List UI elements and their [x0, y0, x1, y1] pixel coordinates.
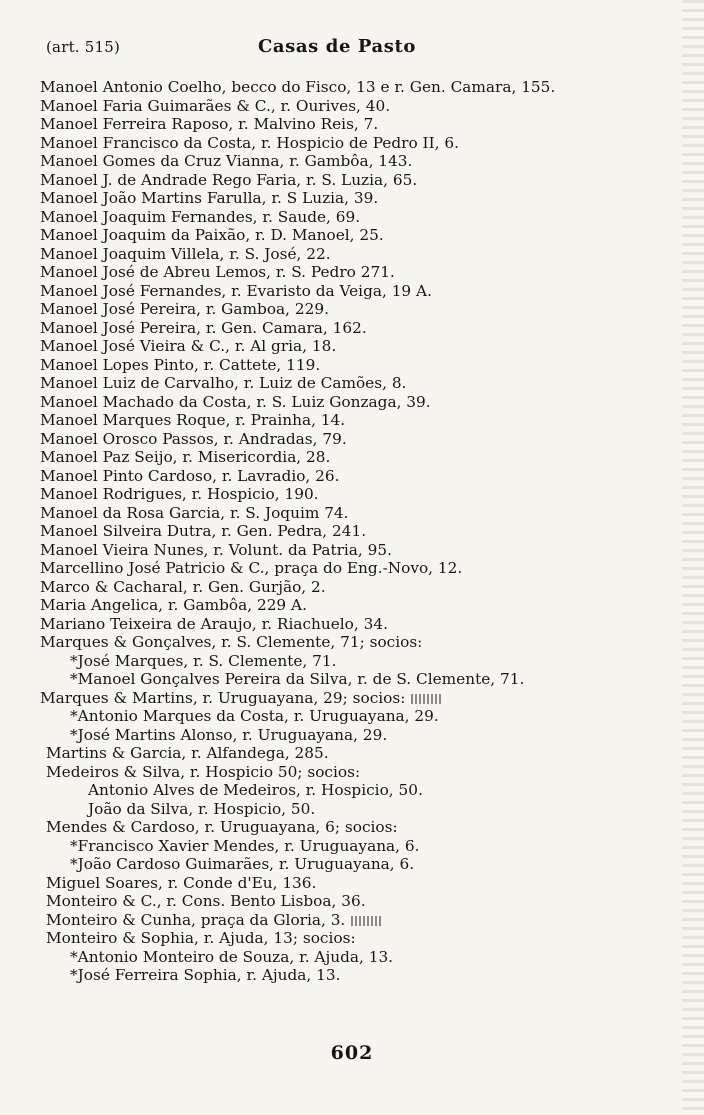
directory-entry: [40, 467, 640, 486]
entry-text: Manoel Joaquim Fernandes, r. Saude, 69.: [40, 207, 361, 226]
entry-text: Manoel Orosco Passos, r. Andradas, 79.: [40, 429, 347, 448]
directory-entry: [40, 874, 640, 893]
entry-text: Manoel Gomes da Cruz Vianna, r. Gambôa, 143.: [40, 152, 413, 170]
directory-entry: [40, 633, 640, 652]
directory-entry: [40, 652, 640, 671]
directory-entry: [40, 300, 640, 319]
directory-entry: [40, 115, 640, 134]
directory-entry: [40, 615, 640, 634]
entry-text: Manoel Joaquim Villela, r. S. José, 22.: [40, 244, 331, 263]
page-number: 602: [330, 1042, 374, 1064]
entry-text: Manoel da Rosa Garcia, r. S. Joquim 74.: [40, 503, 349, 522]
directory-entry: [40, 689, 640, 708]
page-edge: [682, 0, 704, 1115]
directory-entry: [40, 171, 640, 190]
entry-text: Manoel João Martins Farulla, r. S Luzia, 39.: [40, 189, 379, 207]
directory-entry: [40, 966, 640, 985]
ink-blot: [411, 694, 441, 704]
directory-entry: [40, 393, 640, 412]
directory-entry: [40, 189, 640, 208]
directory-entry: [40, 929, 640, 948]
directory-entry: [40, 356, 640, 375]
entry-text: Antonio Alves de Medeiros, r. Hospicio, 50.: [88, 781, 423, 799]
directory-entry: [40, 374, 640, 393]
entry-text: João da Silva, r. Hospicio, 50.: [88, 799, 316, 818]
entry-text: Manoel Silveira Dutra, r. Gen. Pedra, 241.: [40, 522, 367, 540]
entry-text: Mariano Teixeira de Araujo, r. Riachuelo, 34.: [40, 614, 388, 633]
directory-entry: [40, 559, 640, 578]
directory-entry: [40, 485, 640, 504]
entry-text: *José Martins Alonso, r. Uruguayana, 29.: [70, 725, 388, 744]
entry-text: Manoel José Pereira, r. Gen. Camara, 162.: [40, 318, 367, 337]
directory-entry: [40, 707, 640, 726]
entry-text: Manoel Luiz de Carvalho, r. Luiz de Camões, 8.: [40, 374, 407, 392]
entry-text: *José Ferreira Sophia, r. Ajuda, 13.: [70, 966, 341, 984]
directory-entry: [40, 818, 640, 837]
directory-entry: [40, 430, 640, 449]
entry-text: Monteiro & Sophia, r. Ajuda, 13; socios:: [46, 929, 356, 947]
entry-text: *Antonio Marques da Costa, r. Uruguayana, 29.: [70, 707, 439, 725]
directory-entry: [40, 763, 640, 782]
entry-text: *Francisco Xavier Mendes, r. Uruguayana, 6.: [70, 836, 420, 855]
directory-entry: [40, 134, 640, 153]
directory-entry: [40, 504, 640, 523]
entry-text: Manoel Faria Guimarães & C., r. Ourives, 40.: [40, 96, 391, 115]
directory-entry: [40, 78, 640, 97]
entry-text: Martins & Garcia, r. Alfandega, 285.: [46, 744, 329, 762]
directory-entry: [40, 522, 640, 541]
directory-entry: [40, 781, 640, 800]
entry-text: *João Cardoso Guimarães, r. Uruguayana, 6.: [70, 855, 415, 873]
directory-entry: [40, 541, 640, 560]
section-title: Casas de Pasto: [257, 36, 417, 57]
entry-text: Monteiro & C., r. Cons. Bento Lisboa, 36.: [46, 892, 366, 910]
directory-entry: [40, 837, 640, 856]
directory-entry: [40, 744, 640, 763]
entry-text: Manoel José de Abreu Lemos, r. S. Pedro 271.: [40, 263, 395, 281]
directory-entry: [40, 578, 640, 597]
entry-text: Miguel Soares, r. Conde d'Eu, 136.: [46, 873, 317, 892]
entry-text: Marques & Gonçalves, r. S. Clemente, 71; socios:: [40, 633, 423, 651]
directory-entry: [40, 152, 640, 171]
directory-entry: [40, 337, 640, 356]
directory-entry: [40, 282, 640, 301]
entry-text: Manoel Ferreira Raposo, r. Malvino Reis, 7.: [40, 115, 379, 133]
entry-text: Marco & Cacharal, r. Gen. Gurjão, 2.: [40, 577, 326, 596]
directory-entry: [40, 263, 640, 282]
entry-text: Monteiro & Cunha, praça da Gloria, 3.: [46, 910, 346, 929]
entry-text: Manoel Antonio Coelho, becco do Fisco, 13 e r. Gen. Camara, 155.: [40, 78, 556, 96]
directory-entry: [40, 726, 640, 745]
directory-entry: [40, 226, 640, 245]
ink-blot: [351, 916, 381, 926]
entry-text: *José Marques, r. S. Clemente, 71.: [70, 651, 337, 670]
entry-text: Manoel José Vieira & C., r. Al gria, 18.: [40, 337, 337, 355]
directory-entry: [40, 800, 640, 819]
entry-text: Manoel Pinto Cardoso, r. Lavradio, 26.: [40, 466, 340, 485]
entry-text: Manoel Francisco da Costa, r. Hospicio de Pedro II, 6.: [40, 133, 459, 152]
entry-text: Manoel Machado da Costa, r. S. Luiz Gonzaga, 39.: [40, 392, 431, 411]
directory-entry: [40, 855, 640, 874]
entry-text: Marcellino José Patricio & C., praça do Eng.-Novo, 12.: [40, 559, 463, 577]
entry-text: Maria Angelica, r. Gambôa, 229 A.: [40, 596, 307, 614]
entry-text: Medeiros & Silva, r. Hospicio 50; socios:: [46, 762, 361, 781]
directory-entry: [40, 948, 640, 967]
directory-entry: [40, 892, 640, 911]
directory-entry: [40, 319, 640, 338]
entry-text: Manoel Lopes Pinto, r. Cattete, 119.: [40, 355, 321, 374]
entry-text: Manoel José Fernandes, r. Evaristo da Veiga, 19 A.: [40, 281, 432, 300]
entry-text: Manoel Paz Seijo, r. Misericordia, 28.: [40, 448, 331, 466]
directory-entry: [40, 411, 640, 430]
entry-text: *Antonio Monteiro de Souza, r. Ajuda, 13.: [70, 947, 394, 966]
entry-list: [40, 78, 640, 985]
entry-text: Mendes & Cardoso, r. Uruguayana, 6; socios:: [46, 818, 398, 836]
entry-text: Manoel José Pereira, r. Gamboa, 229.: [40, 300, 329, 318]
article-reference: (art. 515): [46, 38, 121, 56]
directory-entry: [40, 596, 640, 615]
entry-text: Manoel Joaquim da Paixão, r. D. Manoel, 25.: [40, 226, 384, 244]
page-header: [46, 36, 628, 60]
directory-entry: [40, 245, 640, 264]
entry-text: Manoel Marques Roque, r. Prainha, 14.: [40, 411, 346, 429]
entry-text: *Manoel Gonçalves Pereira da Silva, r. de S. Clemente, 71.: [70, 670, 525, 688]
directory-entry: [40, 448, 640, 467]
entry-text: Manoel Vieira Nunes, r. Volunt. da Patria, 95.: [40, 540, 392, 559]
directory-entry: [40, 911, 640, 930]
entry-text: Manoel Rodrigues, r. Hospicio, 190.: [40, 485, 319, 503]
entry-text: Marques & Martins, r. Uruguayana, 29; socios:: [40, 688, 406, 707]
directory-entry: [40, 97, 640, 116]
entry-text: Manoel J. de Andrade Rego Faria, r. S. Luzia, 65.: [40, 170, 418, 189]
directory-entry: [40, 670, 640, 689]
directory-entry: [40, 208, 640, 227]
